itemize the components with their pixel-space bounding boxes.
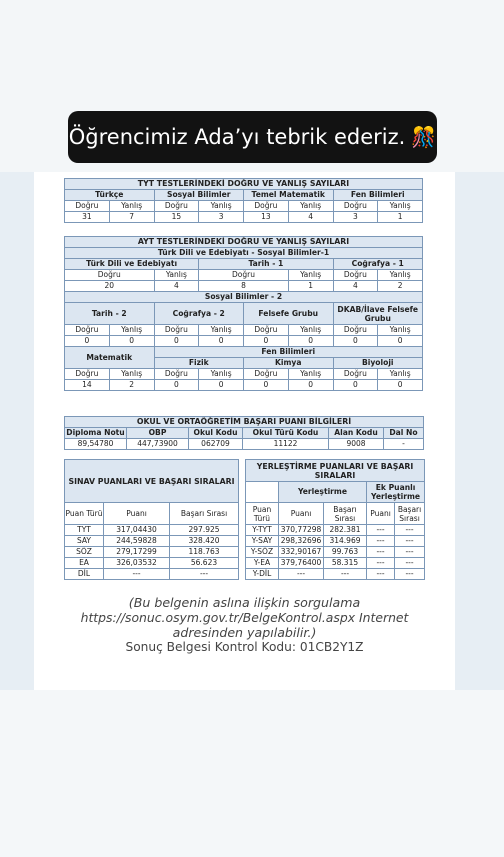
yanlis-label: Yanlış	[109, 325, 154, 336]
ayt-value: 1	[288, 281, 333, 292]
ayt-value: 0	[288, 380, 333, 391]
yer-cell: ---	[367, 547, 395, 558]
yerlestirme-header: Puanı	[279, 503, 324, 525]
dogru-label: Doğru	[65, 325, 110, 336]
yer-cell: 370,77298	[279, 525, 324, 536]
yer-cell: 379,76400	[279, 558, 324, 569]
ayt-subject: Fizik	[154, 358, 244, 369]
sinav-cell: 297.925	[170, 525, 239, 536]
verification-url: https://sonuc.osym.gov.tr/BelgeKontrol.aspx Internet	[80, 610, 409, 625]
yerlestirme-title: YERLEŞTİRME PUANLARI VE BAŞARI SIRALARI	[246, 460, 425, 482]
ayt-value: 8	[199, 281, 289, 292]
school-header: Diploma Notu	[66, 428, 125, 437]
background-bottom	[0, 690, 504, 857]
ek-puanli-subtitle: Ek Puanlı Yerleştirme	[367, 482, 425, 503]
ayt-subject: Felsefe Grubu	[244, 303, 334, 325]
sinav-cell: 279,17299	[104, 547, 170, 558]
tyt-value: 7	[109, 212, 154, 223]
dogru-label: Doğru	[154, 201, 199, 212]
yer-cell: Y-EA	[246, 558, 279, 569]
tyt-value: 3	[333, 212, 378, 223]
yanlis-label: Yanlış	[378, 270, 423, 281]
tyt-subject: Temel Matematik	[244, 190, 334, 201]
school-header: Dal No	[384, 428, 424, 439]
dogru-label: Doğru	[65, 201, 110, 212]
ayt-value: 0	[65, 336, 110, 347]
ayt-value: 0	[378, 336, 423, 347]
yer-cell: ---	[395, 525, 425, 536]
yer-cell: ---	[395, 569, 425, 580]
yer-cell: ---	[395, 536, 425, 547]
dogru-label: Doğru	[333, 201, 378, 212]
yer-cell: ---	[367, 558, 395, 569]
yer-cell: 314.969	[324, 536, 367, 547]
ayt-value: 0	[154, 380, 199, 391]
dogru-label: Doğru	[244, 369, 289, 380]
sinav-cell: ---	[104, 569, 170, 580]
tyt-value: 1	[378, 212, 423, 223]
dogru-label: Doğru	[333, 325, 378, 336]
ayt-value: 0	[244, 336, 289, 347]
yer-cell: Y-DİL	[246, 569, 279, 580]
yer-cell: ---	[367, 536, 395, 547]
ayt-value: 2	[109, 380, 154, 391]
yanlis-label: Yanlış	[154, 270, 199, 281]
sinav-cell: ---	[170, 569, 239, 580]
ayt-value: 0	[378, 380, 423, 391]
ayt-value: 0	[244, 380, 289, 391]
ayt-group1-title: Türk Dili ve Edebiyatı - Sosyal Bilimler-1	[65, 248, 423, 259]
ayt-value: 0	[199, 380, 244, 391]
yer-cell: 282.381	[324, 525, 367, 536]
yer-cell: Y-SAY	[246, 536, 279, 547]
yer-cell: ---	[395, 558, 425, 569]
yerlestirme-header: Puanı	[367, 503, 395, 525]
ayt-subject: DKAB/İlave Felsefe Grubu	[333, 303, 423, 325]
ayt-value: 20	[65, 281, 155, 292]
dogru-label: Doğru	[154, 369, 199, 380]
ayt-subject: Biyoloji	[333, 358, 423, 369]
ayt-subject: Tarih - 2	[65, 303, 155, 325]
dogru-label: Doğru	[199, 270, 289, 281]
school-value: 11122	[243, 439, 329, 450]
ayt-group2-title: Sosyal Bilimler - 2	[65, 292, 423, 303]
yer-cell: ---	[395, 547, 425, 558]
ayt-value: 14	[65, 380, 110, 391]
ayt-value: 0	[109, 336, 154, 347]
school-title: OKUL VE ORTAÖĞRETİM BAŞARI PUANI BİLGİLERİ	[65, 417, 424, 428]
yanlis-label: Yanlış	[109, 369, 154, 380]
sinav-header: Başarı Sırası	[170, 503, 239, 525]
school-value: 062709	[189, 439, 243, 450]
school-header: Alan Kodu	[329, 428, 384, 439]
sinav-cell: EA	[65, 558, 104, 569]
ayt-title: AYT TESTLERİNDEKİ DOĞRU VE YANLIŞ SAYILARI	[65, 237, 423, 248]
result-document	[34, 172, 455, 690]
control-code: Sonuç Belgesi Kontrol Kodu: 01CB2Y1Z	[125, 640, 364, 654]
school-value: 447,73900	[127, 439, 189, 450]
yer-cell: ---	[367, 525, 395, 536]
tyt-value: 4	[288, 212, 333, 223]
yerlestirme-subtitle: Yerleştirme	[279, 482, 367, 503]
yer-cell: ---	[324, 569, 367, 580]
yanlis-label: Yanlış	[288, 325, 333, 336]
ayt-math-title: Matematik	[65, 347, 155, 369]
dogru-label: Doğru	[244, 325, 289, 336]
yanlis-label: Yanlış	[288, 270, 333, 281]
dogru-label: Doğru	[65, 270, 155, 281]
yer-cell: Y-SÖZ	[246, 547, 279, 558]
tyt-subject: Sosyal Bilimler	[154, 190, 244, 201]
sinav-cell: 317,04430	[104, 525, 170, 536]
yanlis-label: Yanlış	[199, 325, 244, 336]
sinav-cell: 56.623	[170, 558, 239, 569]
ayt-value: 0	[199, 336, 244, 347]
dogru-label: Doğru	[244, 201, 289, 212]
sinav-title: SINAV PUANLARI VE BAŞARI SIRALARI	[65, 460, 239, 503]
tyt-subject: Türkçe	[65, 190, 155, 201]
sinav-header: Puan Türü	[65, 503, 104, 525]
empty-cell	[246, 482, 279, 503]
school-header: OBP	[127, 428, 189, 439]
yerlestirme-header: Puan Türü	[246, 503, 279, 525]
dogru-label: Doğru	[65, 369, 110, 380]
ayt-value: 0	[333, 380, 378, 391]
tyt-value: 31	[65, 212, 110, 223]
sinav-cell: 244,59828	[104, 536, 170, 547]
dogru-label: Doğru	[154, 325, 199, 336]
tyt-value: 15	[154, 212, 199, 223]
verification-note-line1: (Bu belgenin aslına ilişkin sorgulama	[128, 595, 361, 610]
sinav-cell: 326,03532	[104, 558, 170, 569]
yer-cell: ---	[367, 569, 395, 580]
yanlis-label: Yanlış	[109, 201, 154, 212]
yanlis-label: Yanlış	[378, 369, 423, 380]
ayt-value: 4	[154, 281, 199, 292]
sinav-cell: SAY	[65, 536, 104, 547]
ayt-value: 2	[378, 281, 423, 292]
tyt-value: 3	[199, 212, 244, 223]
tyt-value: 13	[244, 212, 289, 223]
verification-note-line3: adresinden yapılabilir.)	[172, 625, 317, 640]
yanlis-label: Yanlış	[199, 201, 244, 212]
sinav-cell: DİL	[65, 569, 104, 580]
tyt-title: TYT TESTLERİNDEKİ DOĞRU VE YANLIŞ SAYILARI	[65, 179, 423, 190]
dogru-label: Doğru	[333, 270, 378, 281]
party-popper-icon: 🎊	[411, 125, 437, 149]
yer-cell: 298,32696	[279, 536, 324, 547]
yerlestirme-table	[245, 459, 425, 580]
yer-cell: ---	[279, 569, 324, 580]
yerlestirme-header: Başarı Sırası	[324, 503, 367, 525]
ayt-subject: Coğrafya - 1	[333, 259, 423, 270]
sinav-cell: TYT	[65, 525, 104, 536]
yanlis-label: Yanlış	[378, 325, 423, 336]
ayt-value: 0	[288, 336, 333, 347]
school-value: 9008	[329, 439, 384, 450]
school-header: Okul Türü Kodu	[243, 428, 329, 439]
sinav-cell: 328.420	[170, 536, 239, 547]
yer-cell: 99.763	[324, 547, 367, 558]
tyt-table	[64, 178, 423, 223]
dogru-label: Doğru	[333, 369, 378, 380]
school-value: -	[384, 439, 424, 450]
story-caption	[68, 111, 437, 163]
school-header: Okul Kodu	[189, 428, 243, 439]
caption-text: Öğrencimiz Ada’yı tebrik ederiz.	[68, 125, 406, 149]
sinav-cell: SÖZ	[65, 547, 104, 558]
sinav-cell: 118.763	[170, 547, 239, 558]
ayt-value: 0	[333, 336, 378, 347]
school-value: 89,54780	[65, 439, 127, 450]
school-table	[64, 416, 424, 450]
yer-cell: 58.315	[324, 558, 367, 569]
sinav-table	[64, 459, 239, 580]
yanlis-label: Yanlış	[199, 369, 244, 380]
ayt-value: 4	[333, 281, 378, 292]
yanlis-label: Yanlış	[288, 201, 333, 212]
ayt-subject: Tarih - 1	[199, 259, 333, 270]
yanlis-label: Yanlış	[378, 201, 423, 212]
sinav-header: Puanı	[104, 503, 170, 525]
tyt-subject: Fen Bilimleri	[333, 190, 423, 201]
ayt-table	[64, 236, 423, 391]
ayt-science-title: Fen Bilimleri	[154, 347, 423, 358]
ayt-subject: Kimya	[244, 358, 334, 369]
ayt-subject: Türk Dili ve Edebiyatı	[65, 259, 199, 270]
yer-cell: Y-TYT	[246, 525, 279, 536]
yer-cell: 332,90167	[279, 547, 324, 558]
ayt-subject: Coğrafya - 2	[154, 303, 244, 325]
yanlis-label: Yanlış	[288, 369, 333, 380]
yerlestirme-header: Başarı Sırası	[395, 503, 425, 525]
ayt-value: 0	[154, 336, 199, 347]
